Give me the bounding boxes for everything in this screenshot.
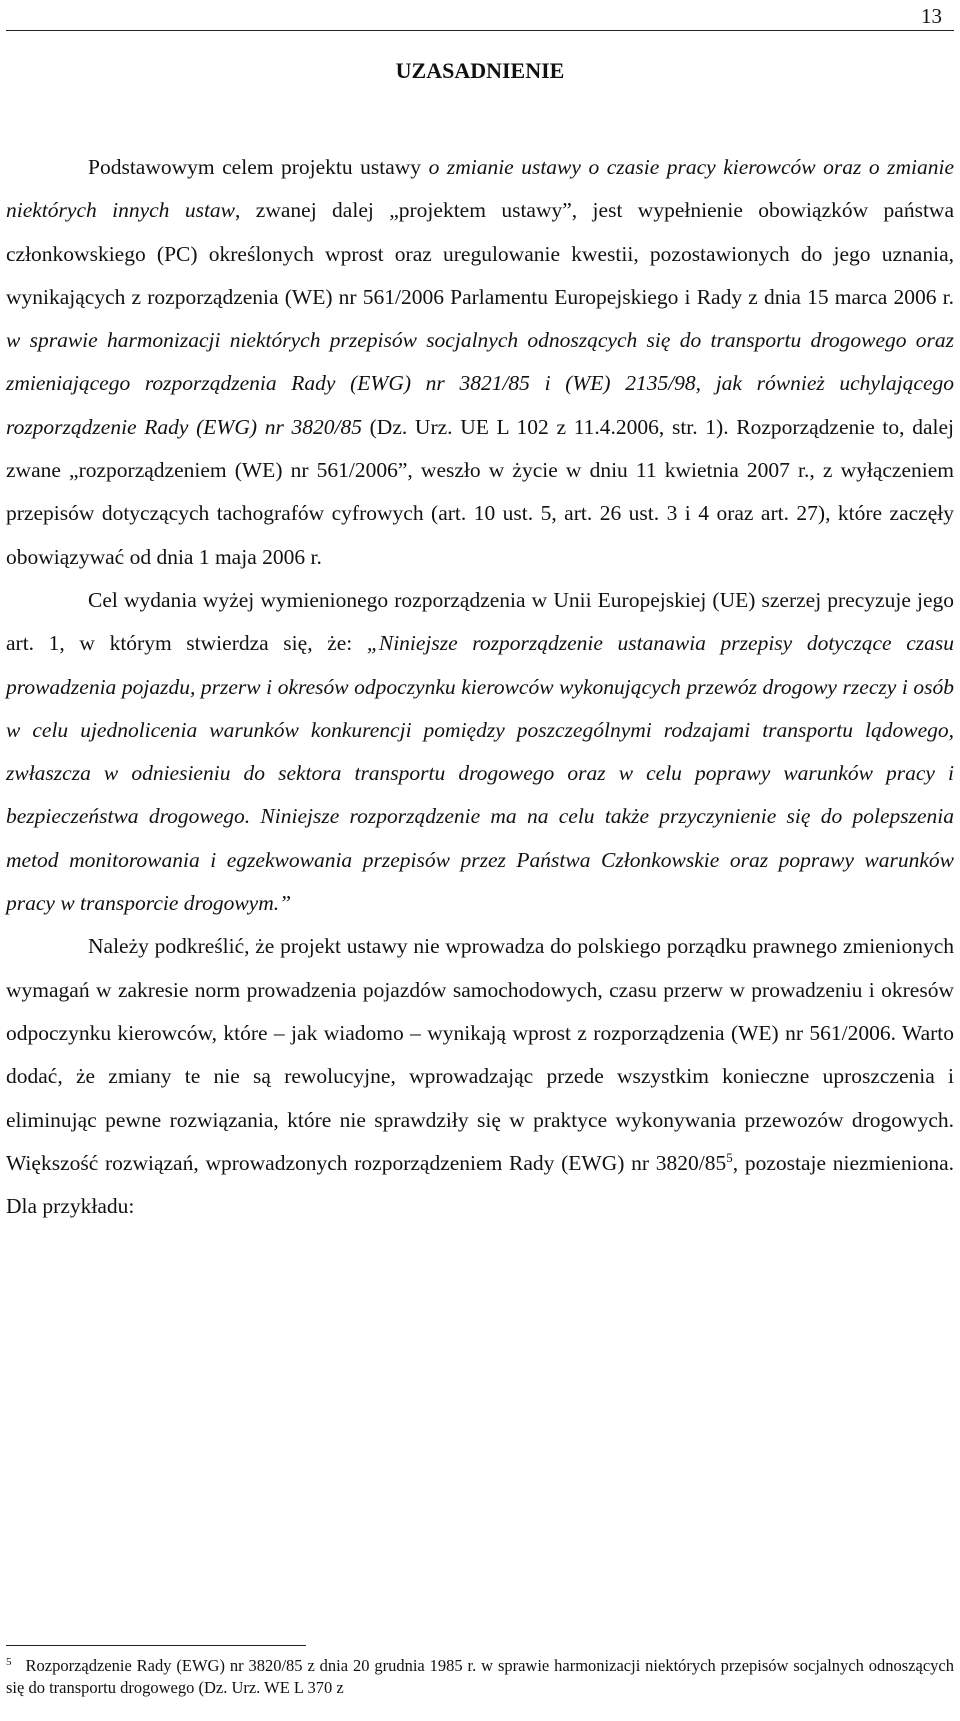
paragraph-emphasis-text-b: , pozostaje niezmieniona. Dla przykładu: <box>6 1150 954 1219</box>
header-rule <box>6 30 954 31</box>
paragraph-emphasis <box>6 925 954 1228</box>
paragraph-intro-text-c: , zwanej dalej „projektem ustawy”, jest wypełnienie obowiązków państwa członkowskiego (PC) określonych wprost oraz uregulowanie kwestii, pozostawionych do jego uznania, wynikających z rozporządzenia (WE) nr 561/2006 Parlamentu Europejskiego i Rady z dnia 15 marca 2006 r. <box>6 198 954 309</box>
bill-title-italic: o zmianie ustawy o czasie pracy kierowców oraz o zmianie niektórych innych ustaw <box>6 155 954 223</box>
article-1-quote: „Niniejsze rozporządzenie ustanawia przepisy dotyczące czasu prowadzenia pojazdu, przerw i okresów odpoczynku kierowców wykonujących przewóz drogowy rzeczy i osób w celu ujednolicenia warunków konkurencji pomiędzy poszczególnymi rodzajami transportu lądowego, zwłaszcza w odniesieniu do sektora transportu drogowego oraz w celu poprawy warunków pracy i bezpieczeństwa drogowego. Niniejsze rozporządzenie ma na celu także przyczynienie się do polepszenia metod monitorowania i egzekwowania przepisów przez Państwa Członkowskie oraz poprawy warunków pracy w transporcie drogowym.” <box>6 631 954 916</box>
paragraph-purpose <box>6 579 954 925</box>
footnote-text: Rozporządzenie Rady (EWG) nr 3820/85 z dnia 20 grudnia 1985 r. w sprawie harmonizacji niektórych przepisów socjalnych odnoszących się do transportu drogowego (Dz. Urz. WE L 370 z <box>6 1656 954 1697</box>
paragraph-intro-text-e: (Dz. Urz. UE L 102 z 11.4.2006, str. 1). Rozporządzenie to, dalej zwane „rozporządzeniem (WE) nr 561/2006”, weszło w życie w dniu 11 kwietnia 2007 r., z wyłączeniem przepisów dotyczących tachografów cyfrowych (art. 10 ust. 5, art. 26 ust. 3 i 4 oraz art. 27), które zaczęły obowiązywać od dnia 1 maja 2006 r. <box>6 414 954 569</box>
body-text <box>6 146 954 1228</box>
footnote-reference: 5 <box>726 1149 733 1165</box>
regulation-title-italic: w sprawie harmonizacji niektórych przepisów socjalnych odnoszących się do transportu drogowego oraz zmieniającego rozporządzenia Rady (EWG) nr 3821/85 i (WE) 2135/98, jak również uchylającego rozporządzenie Rady (EWG) nr 3820/85 <box>6 328 954 439</box>
footnote-rule <box>6 1645 306 1646</box>
page-number: 13 <box>921 4 942 28</box>
paragraph-intro-text-a: Podstawowym celem projektu ustawy <box>88 155 429 179</box>
paragraph-emphasis-text-a: Należy podkreślić, że projekt ustawy nie wprowadza do polskiego porządku prawnego zmienionych wymagań w zakresie norm prowadzenia pojazdów samochodowych, czasu przerw w prowadzeniu i okresów odpoczynku kierowców, które – jak wiadomo – wynikają wprost z rozporządzenia (WE) nr 561/2006. Warto dodać, że zmiany te nie są rewolucyjne, wprowadzając przede wszystkim konieczne uproszczenia i eliminując pewne rozwiązania, które nie sprawdziły się w praktyce wykonywania przewozów drogowych. Większość rozwiązań, wprowadzonych rozporządzeniem Rady (EWG) nr 3820/85 <box>6 934 954 1175</box>
footnote-mark: 5 <box>6 1655 12 1668</box>
page-title: UZASADNIENIE <box>395 58 565 83</box>
footnote <box>6 1655 954 1699</box>
paragraph-intro <box>6 146 954 579</box>
paragraph-purpose-text: Cel wydania wyżej wymienionego rozporządzenia w Unii Europejskiej (UE) szerzej precyzuje jego art. 1, w którym stwierdza się, że: <box>6 587 954 656</box>
